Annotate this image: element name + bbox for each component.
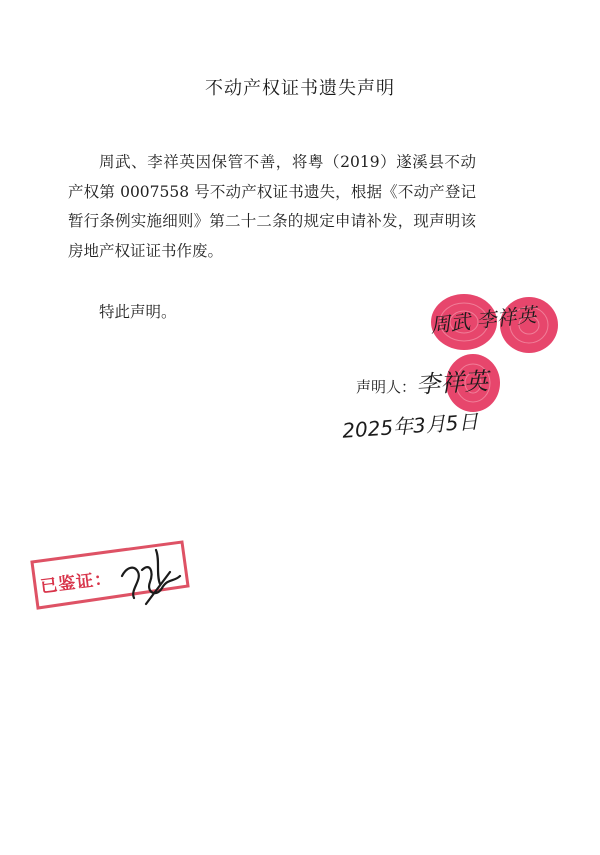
handwritten-signature-2: 李祥英 <box>415 367 489 399</box>
stamp-text: 已鉴证： <box>39 568 114 598</box>
closing-statement: 特此声明。 <box>99 303 177 321</box>
stamp-signature-icon <box>116 542 188 612</box>
document-title: 不动产权证书遗失声明 <box>205 78 395 99</box>
declarant-label: 声明人： <box>356 378 417 396</box>
handwritten-date: 2025年3月5日 <box>341 409 480 443</box>
declaration-paragraph: 周武、李祥英因保管不善，将粤（2019）遂溪县不动产权第 0007558 号不动产权证书遗失，根据《不动产登记暂行条例实施细则》第二十二条的规定申请补发，现声明该房地产权证证书作废。 <box>68 153 476 260</box>
verification-stamp <box>26 520 196 620</box>
handwritten-signature-1: 周武 李祥英 <box>429 302 538 338</box>
